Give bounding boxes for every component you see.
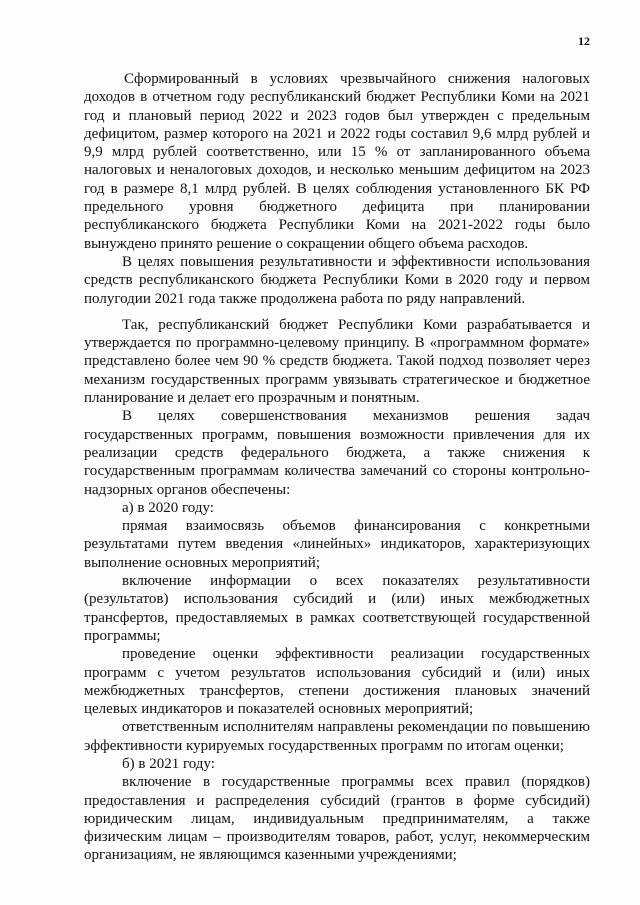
list-item-subsidy-rules: включение в государственные программы всех правил (порядков) предоставления и распределения субсидий (грантов в форме субсидий) юридическим лицам, индивидуальным предпринимателям, а также физическим лицам – производителям товаров, работ, услуг, некоммерческим организациям, не являющимся казенными учреждениями; — [84, 774, 590, 864]
paragraph-improvement-measures: В целях совершенствования механизмов решения задач государственных программ, повышения возможности привлечения для их реализации средств федерального бюджета, а также снижения к государственным программам количества замечаний со стороны контрольно-надзорных органов обеспечены: — [84, 408, 590, 498]
list-item-linear-indicators: прямая взаимосвязь объемов финансирования с конкретными результатами путем введения «линейных» индикаторов, характеризующих выполнение основных мероприятий; — [84, 518, 590, 571]
list-item-subsidy-indicators: включение информации о всех показателях результативности (результатов) использования субсидий и (или) иных межбюджетных трансфертов, предоставляемых в рамках соответствующей государственной программы; — [84, 573, 590, 644]
document-body — [84, 70, 590, 865]
list-item-efficiency-assessment: проведение оценки эффективности реализации государственных программ с учетом результатов использования субсидий и (или) иных межбюджетных трансфертов, степени достижения плановых значений целевых индикаторов и показателей основных мероприятий; — [84, 646, 590, 718]
list-item-recommendations: ответственным исполнителям направлены рекомендации по повышению эффективности курируемых государственных программ по итогам оценки; — [84, 719, 590, 754]
paragraph-subheading-2020: а) в 2020 году: — [122, 499, 214, 516]
paragraph-budget-deficit: Сформированный в условиях чрезвычайного снижения налоговых доходов в отчетном году республиканский бюджет Республики Коми на 2021 год и плановый период 2022 и 2023 годов был утвержден с предельным дефицитом, размер которого на 2021 и 2022 годы составил 9,6 млрд рублей и 9,9 млрд рублей соответственно, или 15 % от запланированного объема налоговых и неналоговых доходов, и несколько меньшим дефицитом на 2023 год в размере 8,1 млрд рублей. В целях соблюдения установленного БК РФ предельного уровня бюджетного дефицита при планировании республиканского бюджета Республики Коми на 2021-2022 годы было вынуждено принято решение о сокращении общего объема расходов. — [84, 71, 590, 252]
page-number: 12 — [578, 34, 590, 48]
paragraph-program-budget: Так, республиканский бюджет Республики Коми разрабатывается и утверждается по программно-целевому принципу. В «программном формате» представлено более чем 90 % средств бюджета. Такой подход позволяет через механизм государственных программ увязывать стратегическое и бюджетное планирование и делает его прозрачным и понятным. — [84, 316, 590, 407]
paragraph-subheading-2021: б) в 2021 году: — [122, 755, 215, 772]
paragraph-efficiency-goals: В целях повышения результативности и эффективности использования средств республиканского бюджета Республики Коми в 2020 году и первом полугодии 2021 года также продолжена работа по ряду направлений. — [84, 253, 590, 307]
